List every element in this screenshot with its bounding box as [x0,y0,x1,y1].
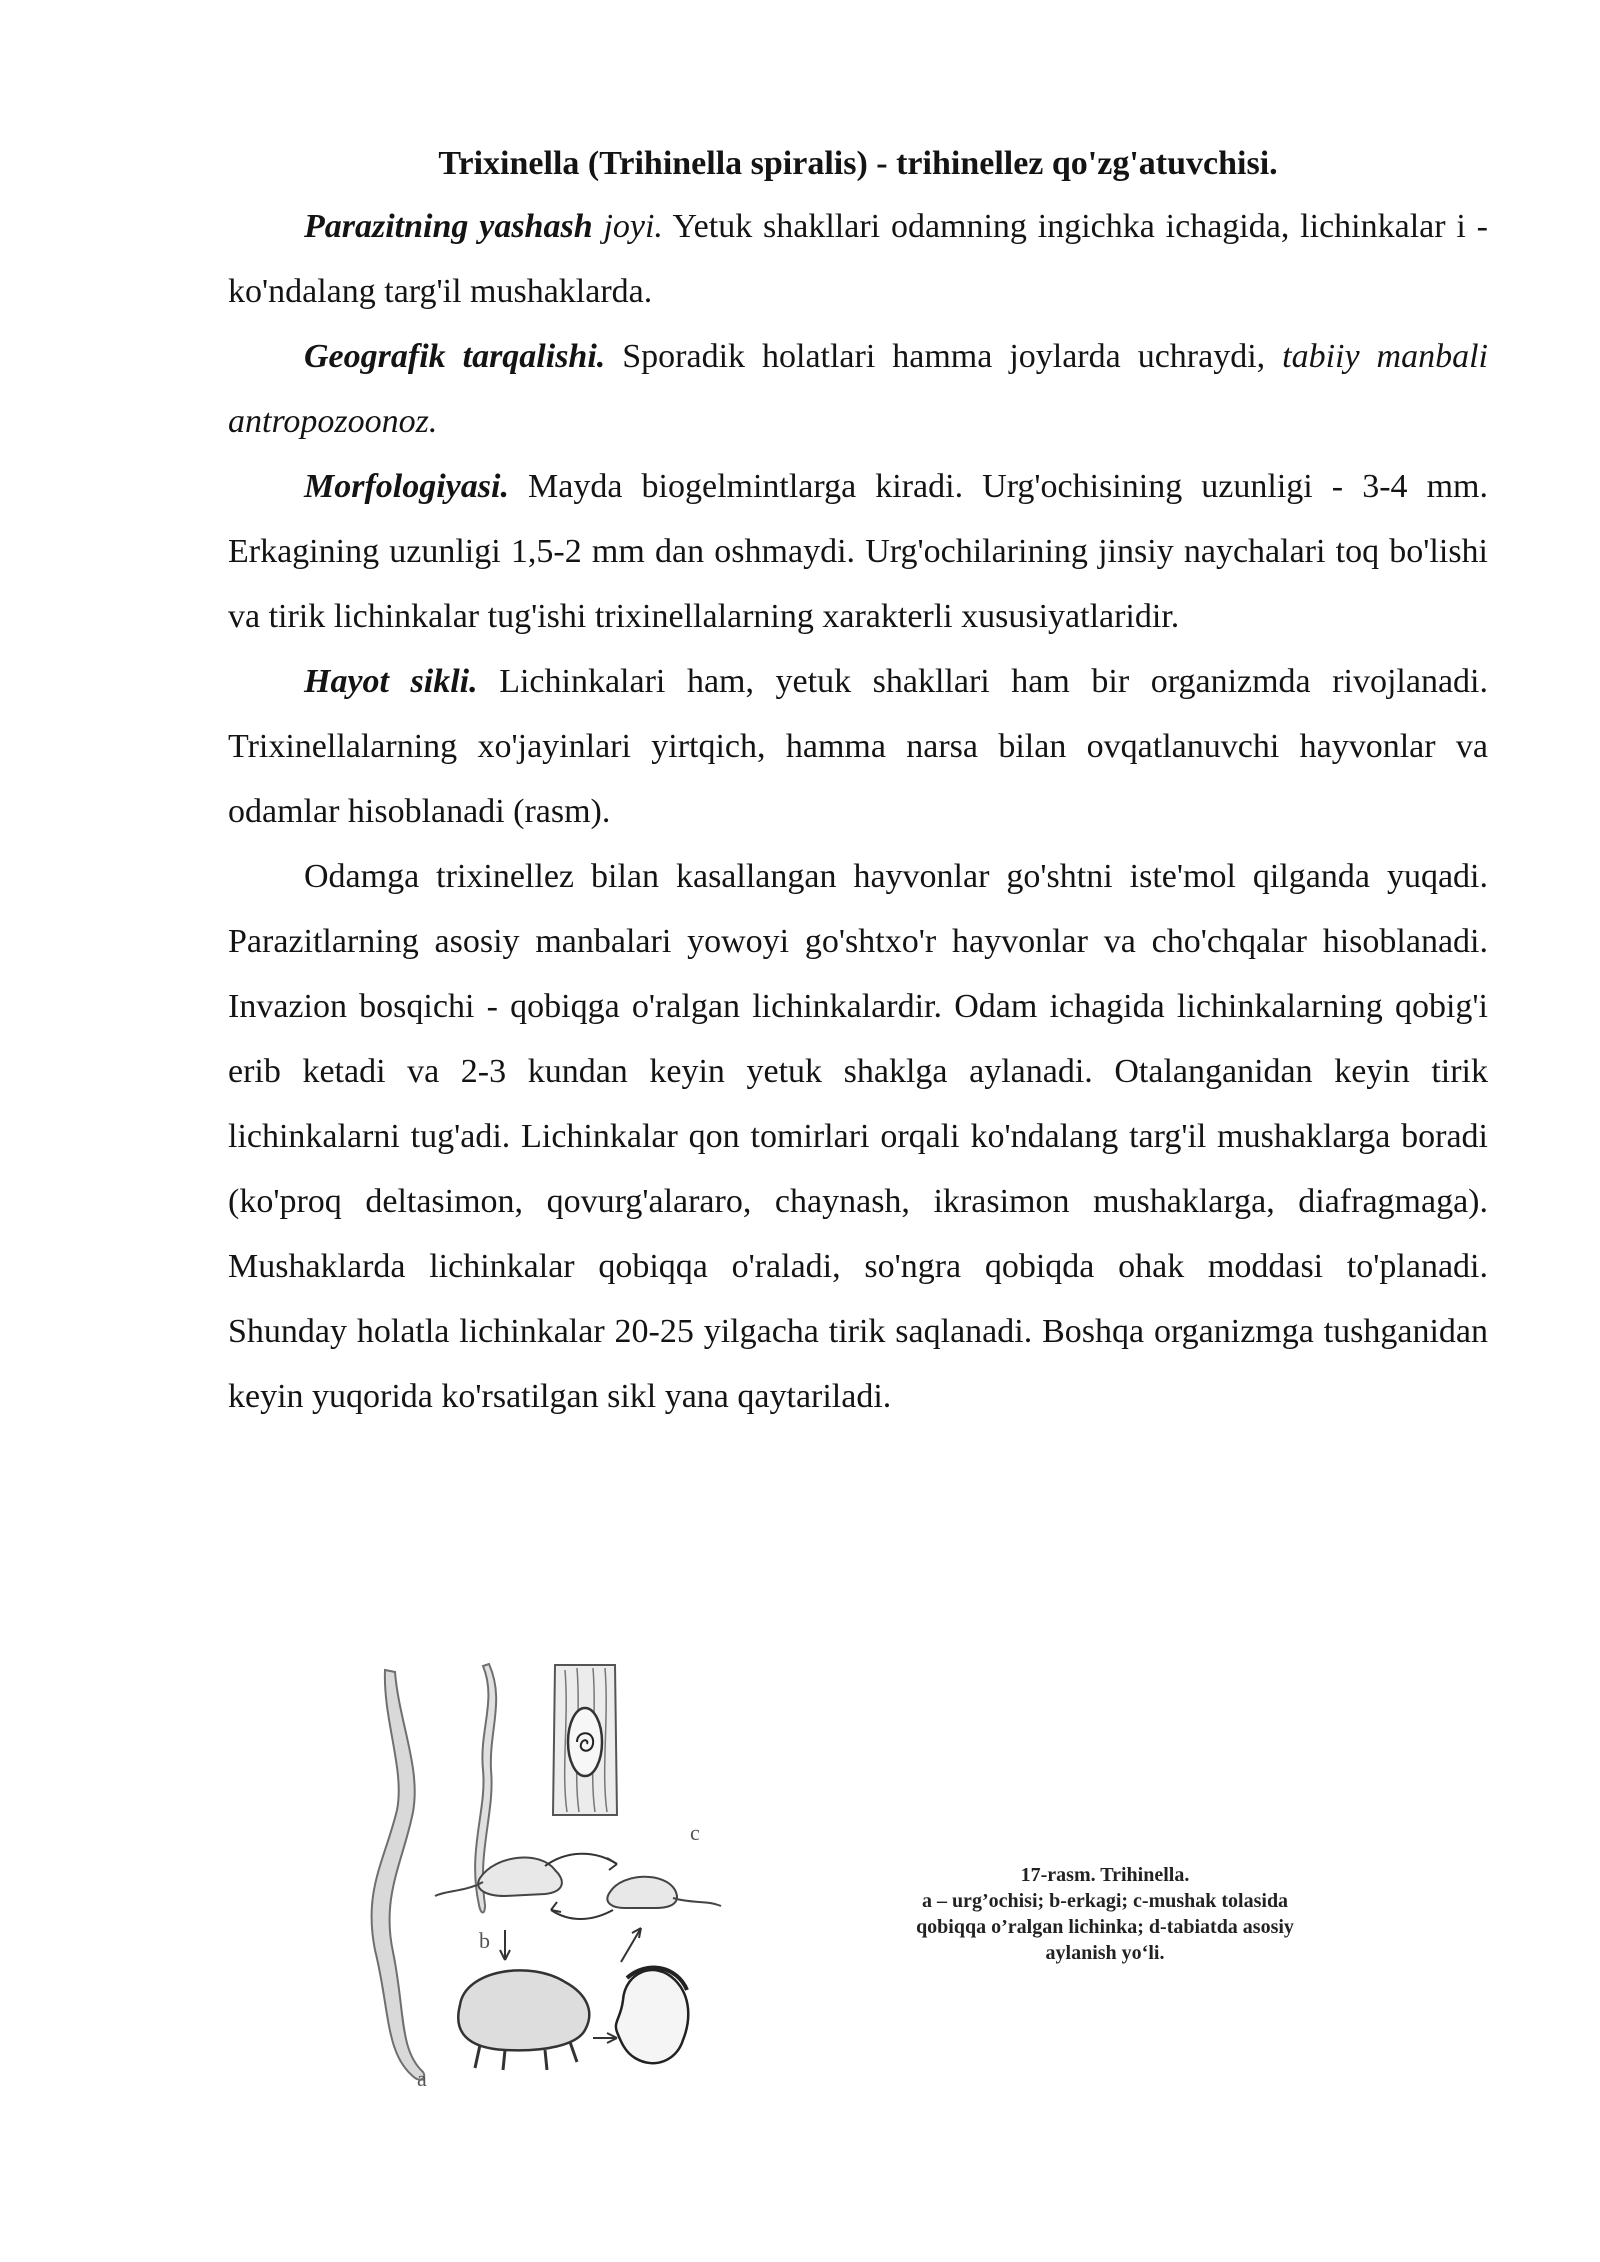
caption-line: a – urg’ochisi; b-erkagi; c-mushak tolasida [921,1890,1289,1912]
trichinella-figure [355,1660,1355,2120]
paragraph-lead-italic: joyi. [592,208,663,245]
paragraph-life-cycle [228,649,1488,844]
paragraph-geography [228,324,1488,454]
paragraph-lead: Morfologiyasi. [304,468,509,505]
rat-icon [435,1858,562,1896]
rat-icon [607,1877,721,1908]
caption-line: aylanish yo‘li. [1045,1942,1165,1964]
caption-line: qobiqqa o’ralgan lichinka; d-tabiatda asosiy [916,1916,1294,1938]
label-c: c [690,1820,700,1845]
paragraph-body: Yetuk shakllari odamning ingichka ichagida, lichinkalar i - ko'ndalang targ'il mushaklarda. [228,208,1489,310]
label-b: b [479,1928,490,1953]
caption-line: 17-rasm. Trihinella. [1020,1864,1190,1886]
paragraph-body: Lichinkalari ham, yetuk shakllari ham bir organizmda rivojlanadi. Trixinellalarning xo'jayinlari yirtqich, hamma narsa bilan ovqatlanuvchi hayvonlar va odamlar hisoblanadi (rasm). [228,663,1489,830]
paragraph-transmission [228,844,1488,1429]
female-worm-icon [372,1670,425,2080]
document-title: Trixinella (Trihinella spiralis) - trihinellez qo'zg'atuvchisi. [438,145,1278,182]
paragraph-habitat [228,194,1488,324]
figure-caption [855,1862,1355,1966]
paragraph-body: Odamga trixinellez bilan kasallangan hayvonlar go'shtni iste'mol qilganda yuqadi. Parazitlarning asosiy manbalari yowoyi go'shtxo'r hayvonlar va cho'chqalar hisoblanadi. Invazion bosqichi - qobiqga o'ralgan lichinkalardir. Odam ichagida lichinkalarning qobig'i erib ketadi va 2-3 kundan keyin yetuk shaklga aylanadi. Otalanganidan keyin tirik lichinkalarni tug'adi. Lichinkalar qon tomirlari orqali ko'ndalang targ'il mushaklarga boradi (ko'proq deltasimon, qovurg'alararo, chaynash, ikrasimon mushaklarga, diafragmaga). Mushaklarda lichinkalar qobiqqa o'raladi, so'ngra qobiqda ohak moddasi to'planadi. Shunday holatla lichinkalar 20-25 yilgacha tirik saqlanadi. Boshqa organizmga tushganidan keyin yuqorida ko'rsatilgan sikl yana qaytariladi. [228,858,1488,1415]
text-body [228,134,1488,1429]
muscle-fibre-icon [553,1665,617,1815]
paragraph-tail-italic: tabiiy manbali antropozoonoz. [228,338,1488,440]
human-head-icon [616,1970,688,2063]
pig-icon [458,1970,589,2050]
paragraph-morphology [228,454,1488,649]
paragraph-lead: Parazitning yashash [304,208,593,245]
label-a: a [417,2066,427,2091]
paragraph-lead: Hayot sikli. [304,663,478,700]
paragraph-body: Mayda biogelmintlarga kiradi. Urg'ochisining uzunligi - 3-4 mm. Erkagining uzunligi 1,5-2 mm dan oshmaydi. Urg'ochilarining jinsiy naychalari toq bo'lishi va tirik lichinkalar tug'ishi trixinellalarning xarakterli xususiyatlaridir. [228,468,1488,635]
life-cycle-illustration [355,1660,855,2120]
paragraph-lead: Geografik tarqalishi. [304,338,606,375]
paragraph-body: Sporadik holatlari hamma joylarda uchraydi, [605,338,1266,375]
